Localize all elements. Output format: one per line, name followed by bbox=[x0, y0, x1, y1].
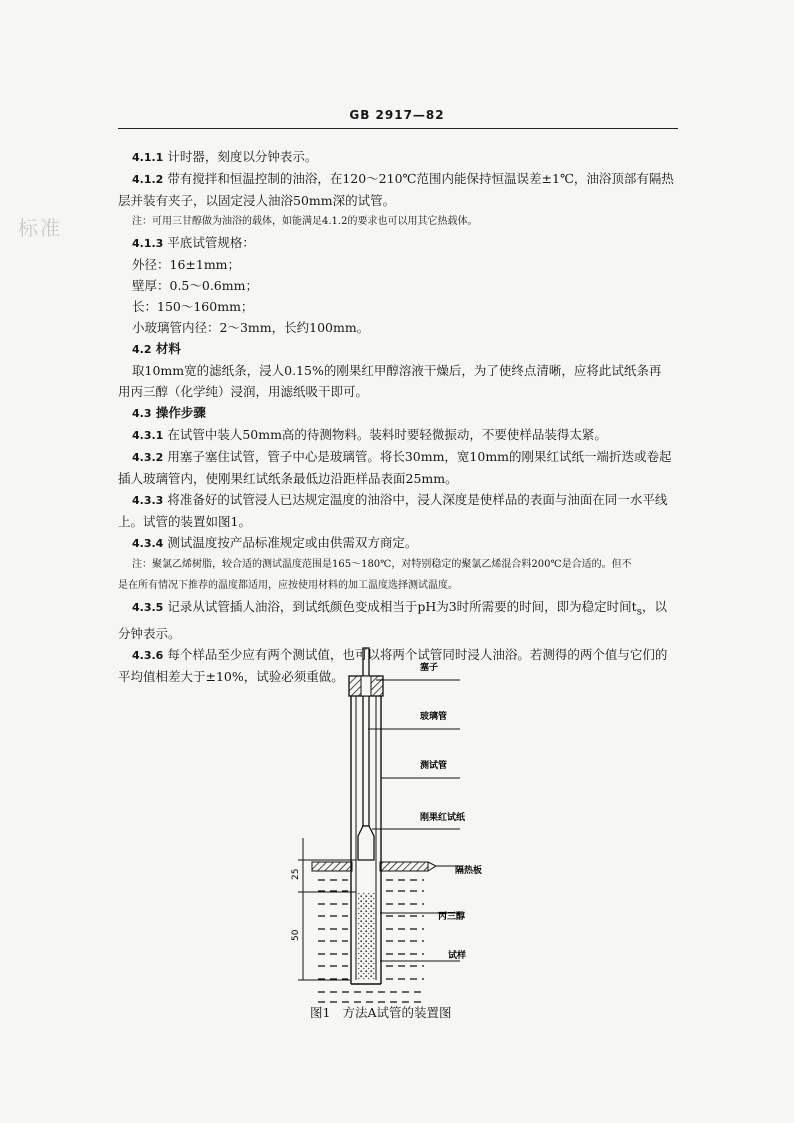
clause-4-3-4: 4.3.4 测试温度按产品标准规定或由供需双方商定。 bbox=[132, 535, 418, 550]
note-2: 注：聚氯乙烯树脂，较合适的测试温度范围是165～180℃，对特别稳定的聚氯乙烯混合料200℃是合适的。但不 bbox=[132, 559, 632, 570]
watermark-stamp: 标准 bbox=[18, 216, 62, 240]
label-sample: 试样 bbox=[448, 951, 467, 961]
clause-4-1-1: 4.1.1 计时器，刻度以分钟表示。 bbox=[132, 149, 318, 164]
section-4-3: 4.3 操作步骤 bbox=[132, 405, 206, 420]
section-4-2: 4.2 材料 bbox=[132, 341, 181, 356]
figure-number: 图1 bbox=[310, 1005, 331, 1020]
note-2-cont: 是在所有情况下推荐的温度都适用，应按使用材料的加工温度选择测试温度。 bbox=[118, 580, 458, 591]
glass-tube-shape bbox=[363, 648, 369, 826]
figure-title: 方法A试管的装置图 bbox=[342, 1005, 452, 1020]
label-glycerol: 丙三醇 bbox=[438, 912, 466, 922]
dimension-50: 50 bbox=[291, 929, 301, 941]
clause-4-3-2-cont: 插人玻璃管内，使刚果红试纸条最低边沿距样品表面25mm。 bbox=[118, 471, 458, 486]
clause-4-3-3-cont: 上。试管的装置如图1。 bbox=[118, 514, 251, 529]
standard-code-header: GB 2917—82 bbox=[349, 108, 445, 122]
clause-4-3-2: 4.3.2 用塞子塞住试管，管子中心是玻璃管。将长30mm，宽10mm的刚果红试纸一端折迭或卷起 bbox=[132, 449, 672, 464]
insulation-plate-shape bbox=[312, 862, 436, 871]
congo-red-paper-shape bbox=[358, 826, 374, 860]
materials-body-2: 用丙三醇（化学纯）浸润，用滤纸吸干即可。 bbox=[118, 384, 369, 399]
clause-4-3-1: 4.3.1 在试管中装人50mm高的待测物料。装料时要轻微振动，不要使样品装得太紧。 bbox=[132, 427, 607, 442]
materials-body-1: 取10mm宽的滤纸条，浸人0.15%的刚果红甲醇溶液干燥后，为了使终点清晰，应将此试纸条再 bbox=[132, 363, 662, 378]
clause-4-3-6-cont: 平均值相差大于±10%，试验必须重做。 bbox=[118, 668, 344, 684]
label-test-tube: 测试管 bbox=[420, 761, 448, 771]
clause-4-1-3: 4.1.3 平底试管规格： bbox=[132, 235, 255, 250]
clause-4-3-5: 4.3.5 记录从试管插人油浴，到试纸颜色变成相当于pH为3时所需要的时间，即为稳定时间$t_s$，以 bbox=[132, 599, 668, 618]
spec-outer-diameter: 外径：16±1mm； bbox=[132, 257, 241, 272]
clause-4-3-6: 4.3.6 每个样品至少应有两个测试值，也可以将两个试管同时浸人油浴。若测得的两个值与它们的 bbox=[132, 646, 668, 662]
sample-fill bbox=[357, 892, 376, 980]
label-glass-tube: 玻璃管 bbox=[420, 712, 448, 722]
label-stopper: 塞子 bbox=[420, 663, 439, 673]
figure-caption bbox=[310, 1003, 463, 1021]
spec-wall-thickness: 壁厚：0.5～0.6mm； bbox=[132, 278, 258, 293]
clause-4-1-2-cont: 层并装有夹子，以固定浸人油浴50mm深的试管。 bbox=[118, 193, 396, 208]
spec-glass-tube: 小玻璃管内径：2～3mm，长约100mm。 bbox=[132, 320, 370, 335]
clause-4-3-3: 4.3.3 将准备好的试管浸人已达规定温度的油浴中，浸人深度是使样品的表面与油面在同一水平线 bbox=[132, 492, 668, 507]
spec-length: 长：150～160mm； bbox=[132, 299, 254, 314]
label-congo-paper: 刚果红试纸 bbox=[420, 813, 466, 823]
label-insulation: 隔热板 bbox=[455, 866, 483, 876]
clause-4-1-2: 4.1.2 带有搅拌和恒温控制的油浴，在120～210℃范围内能保持恒温误差±1℃，油浴顶部有隔热 bbox=[132, 171, 674, 186]
dimension-lines bbox=[298, 838, 356, 980]
dimension-25: 25 bbox=[291, 868, 301, 880]
note-1: 注：可用三甘醇做为油浴的载体，如能满足4.1.2的要求也可以用其它热载体。 bbox=[132, 216, 478, 227]
clause-4-3-5-cont: 分钟表示。 bbox=[118, 625, 181, 641]
stopper-shape bbox=[349, 676, 383, 696]
